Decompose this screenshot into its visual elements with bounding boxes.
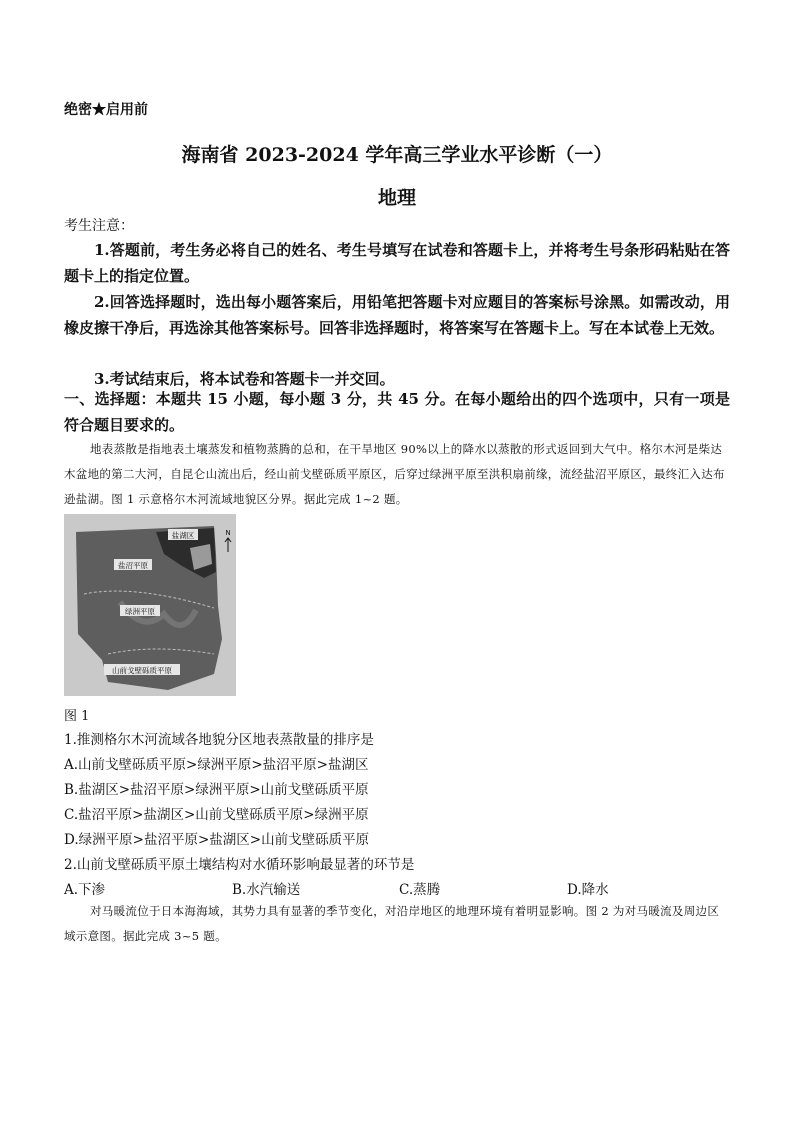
question-1-option-c: C.盐沼平原>盐湖区>山前戈壁砾质平原>绿洲平原 [64,807,369,823]
north-label: N [225,529,231,537]
oasis-label: 绿洲平原 [125,607,155,616]
question-1-option-b: B.盐湖区>盐沼平原>绿洲平原>山前戈壁砾质平原 [64,782,369,798]
notice-heading: 考生注意： [64,218,134,234]
question-2-option-b: B.水汽输送 [232,882,301,898]
salt-marsh-label: 盐沼平原 [118,561,148,570]
question-2-stem: 2.山前戈壁砾质平原土壤结构对水循环影响最显著的环节是 [64,857,415,873]
question-2-option-c: C.蒸腾 [399,882,441,898]
section-heading: 一、选择题：本题共 15 小题，每小题 3 分，共 45 分。在每小题给出的四个选项中，只有一项是符合题目要求的。 [64,390,730,434]
question-2-option-d: D.降水 [567,882,609,898]
question-1-option-a: A.山前戈壁砾质平原>绿洲平原>盐沼平原>盐湖区 [64,757,369,773]
exam-title: 海南省 2023-2024 学年高三学业水平诊断（一） [181,144,613,166]
passage-1: 地表蒸散是指地表土壤蒸发和植物蒸腾的总和，在干旱地区 90%以上的降水以蒸散的形式返回到大气中。格尔木河是柴达木盆地的第二大河，自昆仑山流出后，经山前戈壁砾质平原区，后穿过绿洲平原至洪积扇前缘，流经盐沼平原区，最终汇入达布逊盐湖。图 1 示意格尔木河流域地貌区分界。据此完成 1~2 题。 [64,442,725,506]
subject-title: 地理 [377,187,416,209]
geer-mu-river-landform-map [64,514,236,696]
question-1-stem: 1.推测格尔木河流域各地貌分区地表蒸散量的排序是 [64,732,374,748]
notice-item-3: 3.考试结束后，将本试卷和答题卡一并交回。 [94,370,395,388]
salt-lake-label: 盐湖区 [171,531,195,540]
question-1-option-d: D.绿洲平原>盐沼平原>盐湖区>山前戈壁砾质平原 [64,832,370,848]
confidential-mark: 绝密★启用前 [64,102,148,118]
passage-2: 对马暖流位于日本海海域，其势力具有显著的季节变化，对沿岸地区的地理环境有着明显影响。图 2 为对马暖流及周边区域示意图。据此完成 3~5 题。 [64,904,720,943]
question-2-option-a: A.下渗 [64,882,106,898]
notice-item-1: 1.答题前，考生务必将自己的姓名、考生号填写在试卷和答题卡上，并将考生号条形码粘贴在答题卡上的指定位置。 [64,241,730,285]
notice-item-2: 2.回答选择题时，选出每小题答案后，用铅笔把答题卡对应题目的答案标号涂黑。如需改动，用橡皮擦干净后，再选涂其他答案标号。回答非选择题时，将答案写在答题卡上。写在本试卷上无效。 [64,293,730,337]
gobi-label: 山前戈壁砾质平原 [112,666,172,675]
figure-1-caption: 图 1 [64,709,90,724]
